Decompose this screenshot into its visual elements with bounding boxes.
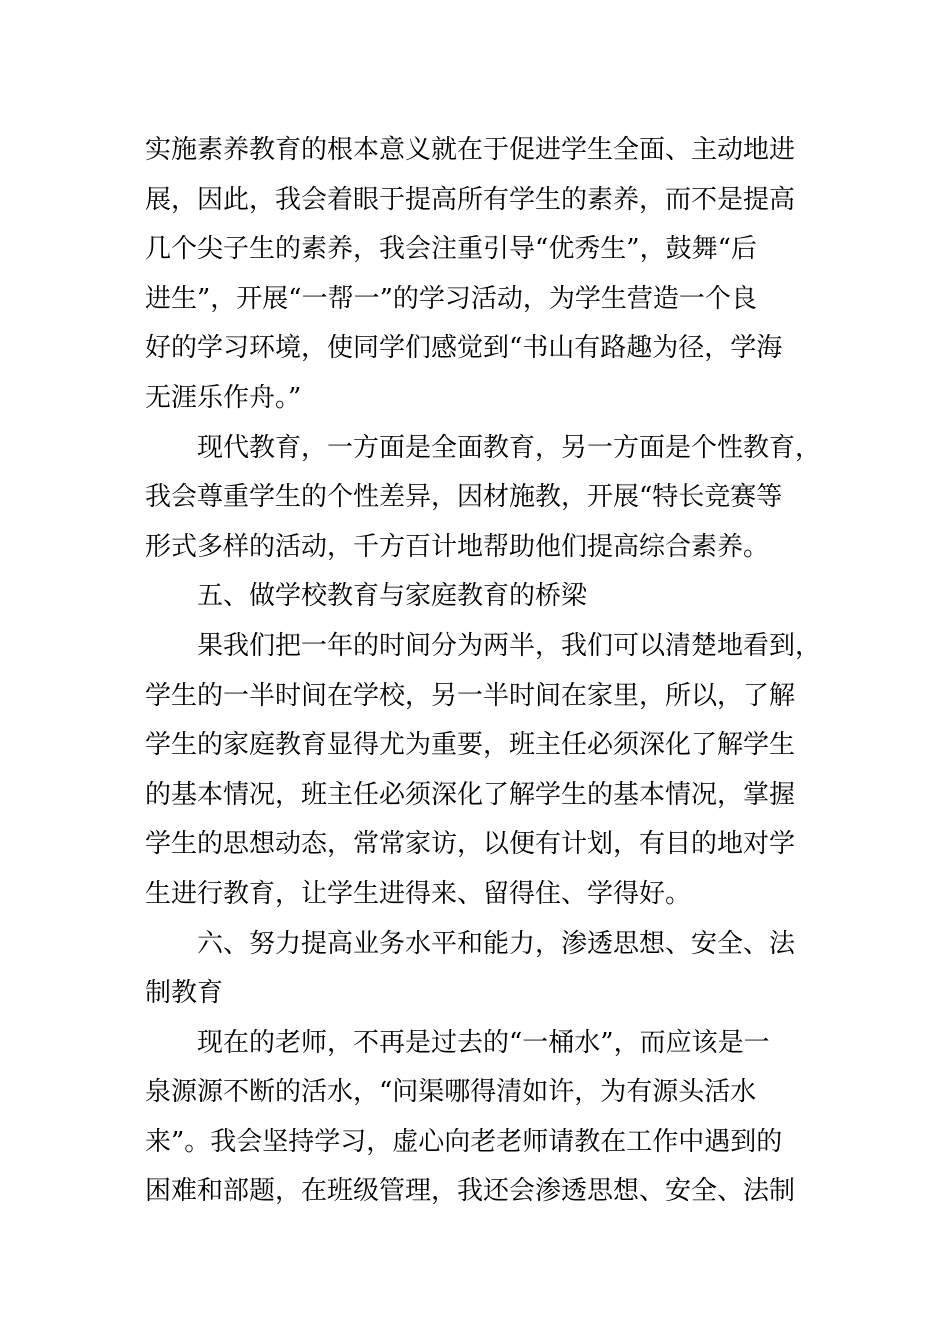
text-line: 好的学习环境，使同学们感觉到“书山有路趣为径，学海 xyxy=(145,333,783,364)
text-line: 泉源源不断的活水，“问渠哪得清如许，为有源头活水 xyxy=(145,1077,757,1108)
text-line: 五、做学校教育与家庭教育的桥梁 xyxy=(197,581,588,612)
text-line: 困难和部题，在班级管理，我还会渗透思想、安全、法制 xyxy=(145,1176,796,1207)
text-line: 果我们把一年的时间分为两半，我们可以清楚地看到， xyxy=(197,630,822,661)
text-line: 学生的一半时间在学校，另一半时间在家里，所以，了解 xyxy=(145,680,796,711)
text-line: 现在的老师，不再是过去的“一桶水”，而应该是一 xyxy=(197,1027,770,1058)
text-line: 学生的家庭教育显得尤为重要，班主任必须深化了解学生 xyxy=(145,730,796,761)
text-line: 无涯乐作舟。” xyxy=(145,382,302,413)
text-line: 的基本情况，班主任必须深化了解学生的基本情况，掌握 xyxy=(145,779,796,810)
text-line: 展，因此，我会着眼于提高所有学生的素养，而不是提高 xyxy=(145,184,796,215)
text-line: 形式多样的活动，千方百计地帮助他们提高综合素养。 xyxy=(145,531,770,562)
text-line: 几个尖子生的素养，我会注重引导“优秀生”，鼓舞“后 xyxy=(145,234,757,265)
text-line: 我会尊重学生的个性差异，因材施教，开展“特长竞赛等 xyxy=(145,482,783,513)
document-body xyxy=(145,126,845,1217)
text-line: 制教育 xyxy=(145,978,224,1009)
text-line: 现代教育，一方面是全面教育，另一方面是个性教育， xyxy=(197,432,822,463)
text-line: 六、努力提高业务水平和能力，渗透思想、安全、法 xyxy=(197,928,796,959)
text-line: 进生”，开展“一帮一”的学习活动，为学生营造一个良 xyxy=(145,283,757,314)
text-line: 来”。我会坚持学习，虚心向老老师请教在工作中遇到的 xyxy=(145,1126,783,1157)
text-line: 实施素养教育的根本意义就在于促进学生全面、主动地进 xyxy=(145,135,796,165)
text-line: 生进行教育，让学生进得来、留得住、学得好。 xyxy=(145,878,692,909)
text-line: 学生的思想动态，常常家访，以便有计划，有目的地对学 xyxy=(145,829,796,860)
